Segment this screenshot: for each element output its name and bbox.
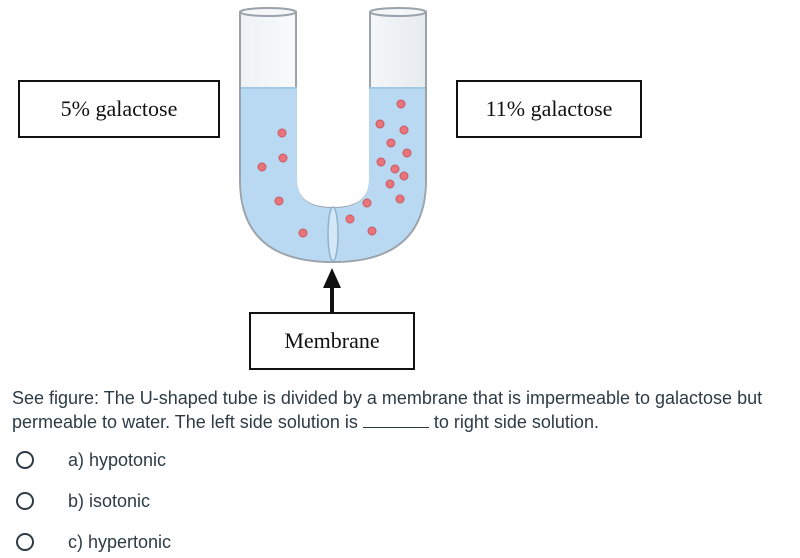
tube-opening-left (240, 8, 296, 16)
molecule (377, 158, 385, 166)
option-b[interactable] (16, 487, 150, 515)
solution-right (333, 88, 425, 261)
solution-left (241, 88, 333, 261)
question-text (12, 386, 800, 434)
option-c-label: c) hypertonic (68, 531, 172, 552)
molecule (400, 126, 408, 134)
molecule (386, 180, 394, 188)
question-line-2-start: permeable to water. The left side solution is (12, 412, 363, 432)
molecule (403, 149, 411, 157)
molecule (387, 139, 395, 147)
tube-opening-right (370, 8, 426, 16)
molecule (279, 154, 287, 162)
question-line-1: See figure: The U-shaped tube is divided by a membrane that is impermeable to galactose but (12, 388, 763, 408)
right-concentration-label: 11% galactose (456, 80, 642, 138)
molecule (396, 195, 404, 203)
molecule (400, 172, 408, 180)
molecule (275, 197, 283, 205)
left-concentration-label: 5% galactose (18, 80, 220, 138)
molecule (363, 199, 371, 207)
membrane-label: Membrane (249, 312, 415, 370)
molecule (376, 120, 384, 128)
option-a-label: a) hypotonic (68, 449, 167, 470)
molecule (258, 163, 266, 171)
option-a[interactable] (16, 446, 166, 474)
radio-button-b[interactable] (16, 492, 34, 510)
option-c[interactable] (16, 528, 171, 556)
molecule (346, 215, 354, 223)
membrane-arrow-head (323, 268, 341, 288)
molecule (299, 229, 307, 237)
question-line-2 (12, 410, 800, 434)
option-b-label: b) isotonic (68, 490, 151, 511)
radio-button-a[interactable] (16, 451, 34, 469)
question-line-2-end: to right side solution. (428, 412, 599, 432)
molecule (397, 100, 405, 108)
answer-blank (363, 411, 429, 428)
molecule (278, 129, 286, 137)
membrane (328, 207, 338, 261)
molecule (368, 227, 376, 235)
molecule (391, 165, 399, 173)
radio-button-c[interactable] (16, 533, 34, 551)
